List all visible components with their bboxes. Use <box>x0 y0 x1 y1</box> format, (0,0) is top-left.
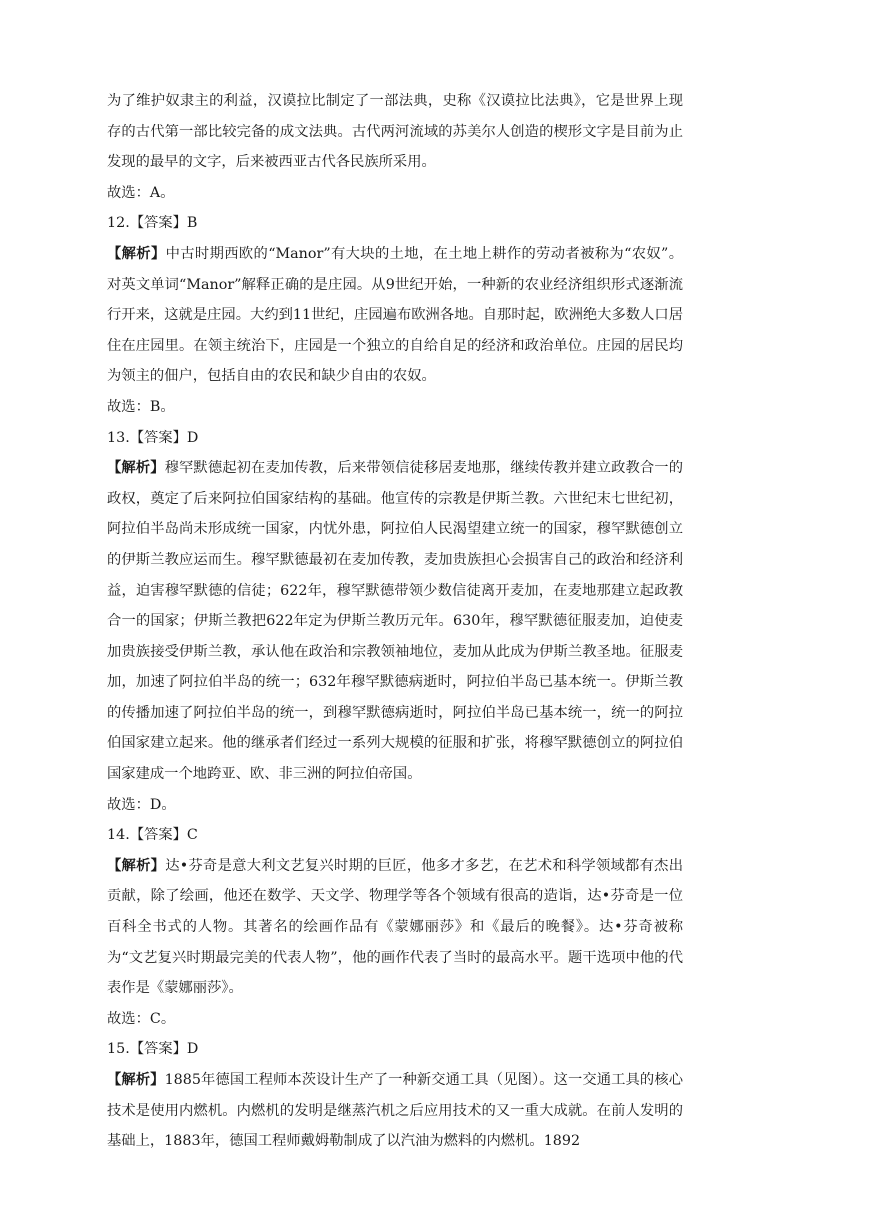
analysis-label: 【解析】 <box>107 460 165 477</box>
answer-line-13: 13.【答案】D <box>107 429 199 446</box>
analysis-paragraph-15 <box>107 1065 683 1157</box>
answer-line-15: 15.【答案】D <box>107 1041 199 1058</box>
intro-paragraph: 为了维护奴隶主的利益，汉谟拉比制定了一部法典，史称《汉谟拉比法典》，它是世界上现存的古代第一部比较完备的成文法典。古代两河流域的苏美尔人创造的楔形文字是目前为止发现的最早的文字，后来被西亚古代各民族所采用。 <box>107 93 683 171</box>
analysis-text: 达•芬奇是意大利文艺复兴时期的巨匠，他多才多艺，在艺术和科学领域都有杰出贡献，除了绘画，他还在数学、天文学、物理学等各个领域有很高的造诣，达•芬奇是一位百科全书式的人物。其著名的绘画作品有《蒙娜丽莎》和《最后的晚餐》。达•芬奇被称为“文艺复兴时期最完美的代表人物”，他的画作代表了当时的最高水平。题干选项中他的代表作是《蒙娜丽莎》。 <box>107 857 683 997</box>
analysis-text: 中古时期西欧的“Manor”有大块的土地，在土地上耕作的劳动者被称为“农奴”。对英文单词“Manor”解释正确的是庄园。从9世纪开始，一种新的农业经济组织形式逐渐流行开来，这就是庄园。大约到11世纪，庄园遍布欧洲各地。自那时起，欧洲绝大多数人口居住在庄园里。在领主统治下，庄园是一个独立的自给自足的经济和政治单位。庄园的居民均为领主的佃户，包括自由的农民和缺少自由的农奴。 <box>107 245 684 385</box>
answer-line-14: 14.【答案】C <box>107 827 198 844</box>
choice-line-14: 故选：C。 <box>107 1010 176 1027</box>
analysis-paragraph-13 <box>107 453 683 790</box>
analysis-paragraph-12 <box>107 239 683 392</box>
choice-line-11: 故选：A。 <box>107 184 175 201</box>
choice-line-13: 故选：D。 <box>107 796 176 813</box>
analysis-label: 【解析】 <box>107 1072 165 1088</box>
analysis-text: 穆罕默德起初在麦加传教，后来带领信徒移居麦地那，继续传教并建立政教合一的政权，奠定了后来阿拉伯国家结构的基础。他宣传的宗教是伊斯兰教。六世纪末七世纪初，阿拉伯半岛尚未形成统一国家，内忧外患，阿拉伯人民渴望建立统一的国家，穆罕默德创立的伊斯兰教应运而生。穆罕默德最初在麦加传教，麦加贵族担心会损害自己的政治和经济利益，迫害穆罕默德的信徒；622年，穆罕默德带领少数信徒离开麦加，在麦地那建立起政教合一的国家；伊斯兰教把622年定为伊斯兰教历元年。630年，穆罕默德征服麦加，迫使麦加贵族接受伊斯兰教，承认他在政治和宗教领袖地位，麦加从此成为伊斯兰教圣地。征服麦加，加速了阿拉伯半岛的统一；632年穆罕默德病逝时，阿拉伯半岛已基本统一。伊斯兰教的传播加速了阿拉伯半岛的统一，到穆罕默德病逝时，阿拉伯半岛已基本统一，统一的阿拉伯国家建立起来。他的继承者们经过一系列大规模的征服和扩张，将穆罕默德创立的阿拉伯国家建成一个地跨亚、欧、非三洲的阿拉伯帝国。 <box>107 460 684 783</box>
analysis-label: 【解析】 <box>107 857 166 874</box>
answer-line-12: 12.【答案】B <box>107 215 198 232</box>
choice-line-12: 故选：B。 <box>107 398 175 415</box>
answer-explanations <box>107 86 683 1157</box>
analysis-paragraph-14 <box>107 851 683 1004</box>
analysis-text: 1885年德国工程师本茨设计生产了一种新交通工具（见图）。这一交通工具的核心技术是使用内燃机。内燃机的发明是继蒸汽机之后应用技术的又一重大成就。在前人发明的基础上，1883年，德国工程师戴姆勒制成了以汽油为燃料的内燃机。1892 <box>107 1072 684 1150</box>
analysis-label: 【解析】 <box>107 245 166 262</box>
